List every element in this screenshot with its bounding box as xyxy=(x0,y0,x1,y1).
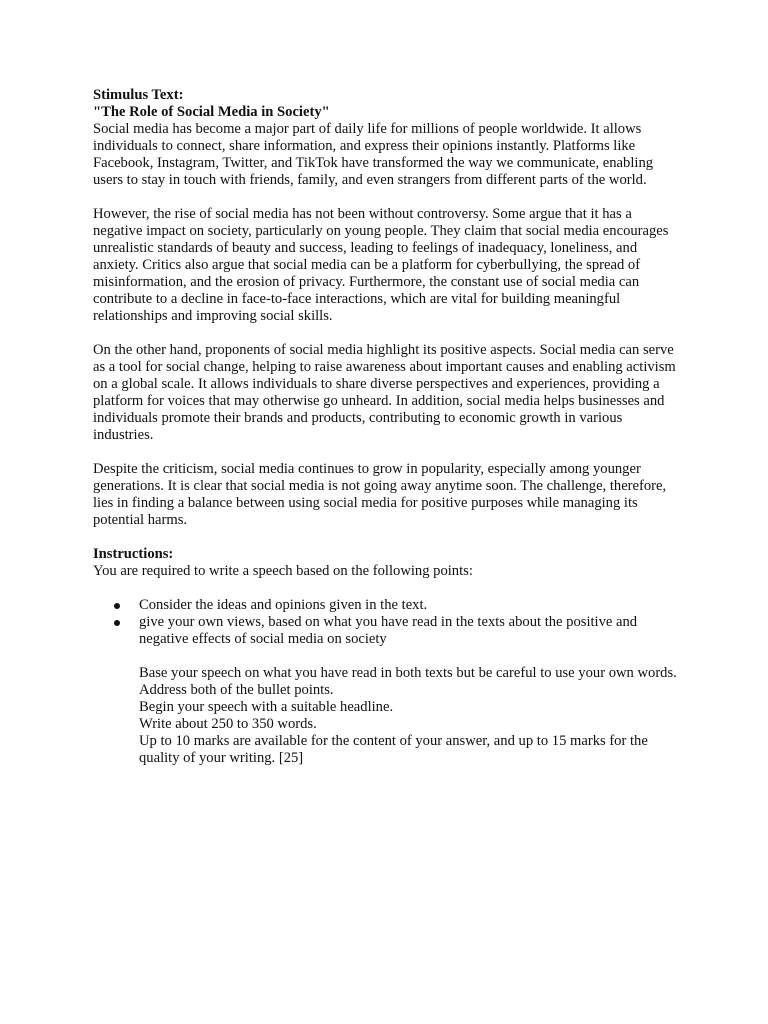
instructions-bullet-list xyxy=(93,597,683,648)
instructions-bullet-2 xyxy=(93,614,683,648)
instructions-note-1: Base your speech on what you have read in both texts but be careful to use your own words. xyxy=(139,665,677,681)
stimulus-paragraph-2: However, the rise of social media has not been without controversy. Some argue that it has a negative impact on society, particularly on young people. They claim that social media encourages unrealistic standards of beauty and success, leading to feelings of inadequacy, loneliness, and anxiety. Critics also argue that social media can be a platform for cyberbullying, the spread of misinformation, and the erosion of privacy. Furthermore, the constant use of social media can contribute to a decline in face-to-face interactions, which are vital for building meaningful relationships and improving social skills. xyxy=(93,206,669,324)
bullet-dot-icon xyxy=(114,620,120,626)
stimulus-title: "The Role of Social Media in Society" xyxy=(93,104,330,120)
instructions-note-3: Begin your speech with a suitable headline. xyxy=(139,699,394,715)
instructions-bullet-1 xyxy=(93,597,683,614)
stimulus-label: Stimulus Text: xyxy=(93,87,184,103)
bullet-dot-icon xyxy=(114,603,120,609)
document-page xyxy=(93,87,683,767)
stimulus-paragraph-1: Social media has become a major part of daily life for millions of people worldwide. It allows individuals to connect, share information, and express their opinions instantly. Platforms like Facebook, Instagram, Twitter, and TikTok have transformed the way we communicate, enabling users to stay in touch with friends, family, and even strangers from different parts of the world. xyxy=(93,121,654,188)
instructions-label: Instructions: xyxy=(93,546,174,562)
instructions-note-2: Address both of the bullet points. xyxy=(139,682,334,698)
instructions-intro: You are required to write a speech based on the following points: xyxy=(93,563,473,579)
instructions-note-4: Write about 250 to 350 words. xyxy=(139,716,317,732)
instructions-note-5: Up to 10 marks are available for the content of your answer, and up to 15 marks for the quality of your writing. [25] xyxy=(139,733,648,766)
instructions-bullet-text: give your own views, based on what you have read in the texts about the positive and negative effects of social media on society xyxy=(139,614,638,647)
stimulus-paragraph-3: On the other hand, proponents of social media highlight its positive aspects. Social media can serve as a tool for social change, helping to raise awareness about important causes and enabling activism on a global scale. It allows individuals to share diverse perspectives and experiences, providing a platform for voices that may otherwise go unheard. In addition, social media helps businesses and individuals promote their brands and products, contributing to economic growth in various industries. xyxy=(93,342,676,443)
instructions-notes xyxy=(93,665,683,767)
instructions-bullet-text: Consider the ideas and opinions given in the text. xyxy=(139,597,428,613)
stimulus-paragraph-4: Despite the criticism, social media continues to grow in popularity, especially among younger generations. It is clear that social media is not going away anytime soon. The challenge, therefore, lies in finding a balance between using social media for positive purposes while managing its potential harms. xyxy=(93,461,667,528)
